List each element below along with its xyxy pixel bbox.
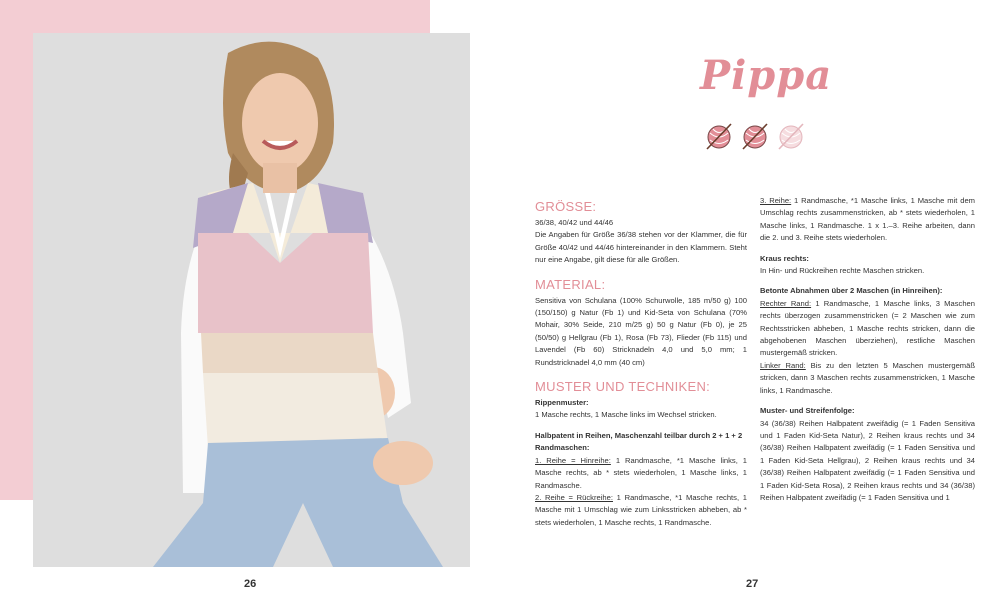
abnahmen-title: Betonte Abnahmen über 2 Maschen (in Hinreihen):	[760, 286, 943, 296]
row-3-body: 1 Randmasche, *1 Masche links, 1 Masche mit dem Umschlag rechts zusammenstricken, ab * stets wiederholen, 1 Masche links, 1 Randmasche. 1 x 1.–3. Reihe arbeiten, dann die 2. und 3. Reihe stets wiederholen.	[760, 196, 975, 243]
row-3-label: 3. Reihe:	[760, 196, 792, 205]
yarn-ball-icon	[779, 124, 803, 149]
page-number-right: 27	[746, 578, 759, 590]
kraus-title: Kraus rechts:	[760, 253, 809, 263]
sizes-text: 36/38, 40/42 und 44/46	[535, 218, 614, 227]
row-1-label: 1. Reihe = Hinreihe:	[535, 455, 611, 465]
streifen-title: Muster- und Streifenfolge:	[760, 406, 855, 416]
text-column-right	[760, 195, 975, 504]
row-3-text	[760, 195, 975, 245]
material-text: Sensitiva von Schulana (100% Schurwolle, 185 m/50 g) 100 (150/150) g Natur (Fb 1) und Kid-Seta von Schulana (70% Mohair, 30% Seide, 210 m/25 g) 50 g Natur (Fb 0), je 25 (50/50) g Hellgrau (Fb 1), Rosa (Fb 73), Flieder (Fb 115) und Lavendel (Fb 60) Stricknadeln 4,0 und 5,0 mm; 1 Rundstricknadel 4,0 mm (40 cm)	[535, 295, 747, 367]
page-number-left: 26	[244, 578, 257, 590]
linker-rand-body: Bis zu den letzten 5 Maschen mustergemäß stricken, dann 3 Maschen rechts zusammenstricken, 1 Masche links, 1 Randmasche.	[760, 360, 975, 395]
rechter-rand-text	[760, 298, 975, 360]
yarn-ball-icon	[743, 124, 767, 149]
pattern-title: Pippa	[700, 52, 833, 99]
section-heading-groesse: GRÖSSE:	[535, 199, 597, 214]
row-2-label: 2. Reihe = Rückreihe:	[535, 492, 613, 502]
section-heading-material: MATERIAL:	[535, 276, 606, 292]
rechter-rand-body: 1 Randmasche, 1 Masche links, 3 Maschen rechts überzogen zusammenstricken (= 2 Maschen wie zum Rechtsstricken abheben, 1 Masche rechts stricken, dann die abgehobenen Maschen überziehen), restliche Maschen mustergemäß stricken.	[760, 298, 975, 358]
section-heading-muster: MUSTER UND TECHNIKEN:	[535, 379, 711, 395]
streifen-text: 34 (36/38) Reihen Halbpatent zweifädig (= 1 Faden Sensitiva und 1 Faden Kid-Seta Natur), 2 Reihen kraus rechts und 34 (36/38) Reihen Halbpatent zweifädig (= 1 Faden Sensitiva und 1 Faden Kid-Seta Hellgrau), 2 Reihen kraus rechts und 34 (36/38) Reihen Halbpatent zweifädig (= 1 Faden Sensitiva und 1 Faden Kid-Seta Rosa), 2 Reihen kraus rechts und 34 (36/38) Reihen Halbpatent zweifädig (= 1 Faden Sensitiva und 1	[760, 418, 975, 502]
row-1-body: 1 Randmasche, *1 Masche links, 1 Masche rechts, ab * stets wiederholen, 1 Masche links, 1 Randmasche.	[535, 455, 747, 490]
row-2-body: 1 Randmasche, *1 Masche rechts, 1 Masche mit 1 Umschlag wie zum Linksstricken abheben, ab * stets wiederholen, 1 Masche rechts, 1 Randmasche.	[535, 492, 747, 527]
yarn-ball-icon	[707, 124, 731, 149]
linker-rand-label: Linker Rand:	[760, 360, 806, 370]
difficulty-rating	[705, 121, 809, 151]
text-column-left	[535, 195, 747, 529]
row-2-text	[535, 492, 747, 529]
rechter-rand-label: Rechter Rand:	[760, 298, 812, 308]
kraus-text: In Hin- und Rückreihen rechte Maschen stricken.	[760, 266, 925, 276]
row-1-text	[535, 455, 747, 492]
linker-rand-text	[760, 360, 975, 397]
rippen-title: Rippenmuster:	[535, 398, 589, 408]
groesse-text: Die Angaben für Größe 36/38 stehen vor der Klammer, die für Größe 40/42 und 44/46 hintereinander in den Klammern. Steht nur eine Angabe, gilt diese für alle Größen.	[535, 230, 747, 265]
halbpatent-title: Halbpatent in Reihen, Maschenzahl teilbar durch 2 + 1 + 2 Randmaschen:	[535, 430, 743, 453]
rippen-text: 1 Masche rechts, 1 Masche links im Wechsel stricken.	[535, 410, 717, 420]
model-photo	[33, 33, 470, 567]
